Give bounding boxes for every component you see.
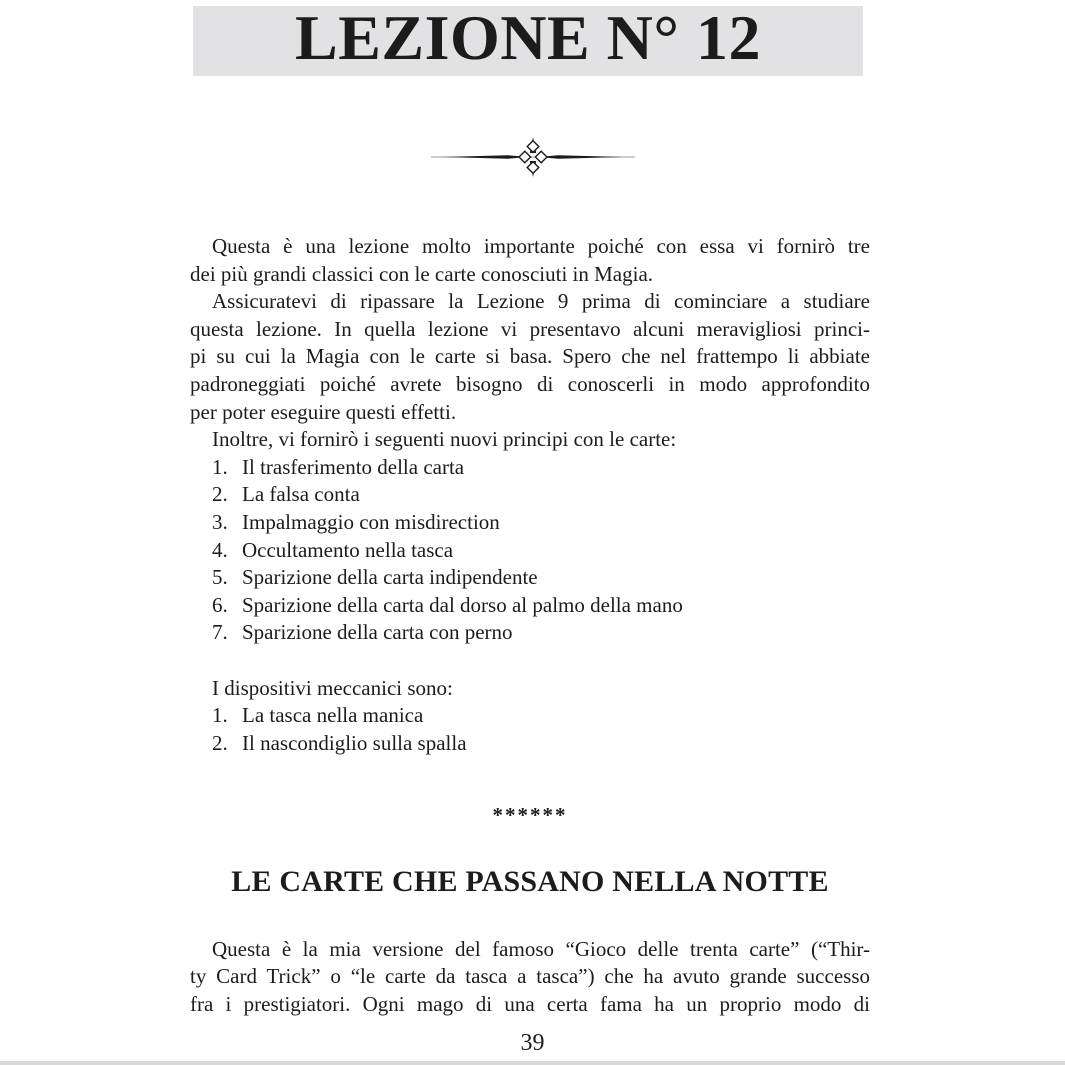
- list-item: [190, 454, 870, 482]
- principles-intro: Inoltre, vi fornirò i seguenti nuovi principi con le carte:: [212, 427, 677, 452]
- lesson-title: LEZIONE N° 12: [295, 2, 761, 73]
- page-bottom-edge: [0, 1061, 1065, 1065]
- list-item-text: La falsa conta: [242, 482, 360, 507]
- list-item: [190, 564, 870, 592]
- list-item: [190, 481, 870, 509]
- list-item-number: 2.: [212, 730, 228, 755]
- list-item-text: Il nascondiglio sulla spalla: [242, 730, 467, 755]
- paragraph-1: [190, 233, 870, 288]
- list-item-number: 5.: [212, 565, 228, 590]
- list-item-number: 3.: [212, 509, 228, 534]
- devices-list: [190, 702, 870, 757]
- devices-intro: I dispositivi meccanici sono:: [212, 675, 453, 700]
- list-item: [190, 730, 870, 758]
- list-item-number: 2.: [212, 482, 228, 507]
- paragraph-line: ty Card Trick” o “le carte da tasca a tasca”) che ha avuto grande successo: [190, 964, 870, 989]
- paragraph-line: fra i prestigiatori. Ogni mago di una certa fama ha un proprio modo di: [190, 992, 870, 1017]
- paragraph-3: [190, 936, 870, 1019]
- list-item: [190, 509, 870, 537]
- lesson-banner: [193, 2, 863, 76]
- section-title: LE CARTE CHE PASSANO NELLA NOTTE: [231, 864, 829, 898]
- list-item-text: Occultamento nella tasca: [242, 537, 454, 562]
- list-item-text: Impalmaggio con misdirection: [242, 509, 500, 534]
- principles-list: [190, 454, 870, 647]
- paragraph-line: Questa è una lezione molto importante poiché con essa vi fornirò tre: [212, 234, 870, 258]
- body-text: [190, 233, 870, 1019]
- list-item: [190, 619, 870, 647]
- paragraph-2: [190, 288, 870, 426]
- paragraph-line: questa lezione. In quella lezione vi presentavo alcuni meravigliosi princi-: [190, 316, 870, 341]
- list-item-text: La tasca nella manica: [242, 703, 424, 728]
- list-item-number: 6.: [212, 592, 228, 617]
- ornamental-divider: [0, 135, 1065, 179]
- list-item-text: Il trasferimento della carta: [242, 454, 465, 479]
- list-item-text: Sparizione della carta dal dorso al palmo della mano: [242, 592, 683, 617]
- list-item: [190, 702, 870, 730]
- list-item-text: Sparizione della carta con perno: [242, 620, 513, 645]
- list-item-number: 7.: [212, 620, 228, 645]
- paragraph-line: dei più grandi classici con le carte conosciuti in Magia.: [190, 261, 654, 286]
- paragraph-line: Questa è la mia versione del famoso “Gioco delle trenta carte” (“Thir-: [212, 936, 870, 961]
- list-item: [190, 537, 870, 565]
- list-item-text: Sparizione della carta indipendente: [242, 565, 538, 590]
- paragraph-line: Assicuratevi di ripassare la Lezione 9 prima di cominciare a studiare: [212, 289, 870, 314]
- list-item: [190, 592, 870, 620]
- list-item-number: 4.: [212, 537, 228, 562]
- diamond-ornament-icon: [428, 135, 638, 179]
- list-item-number: 1.: [212, 454, 228, 479]
- asterisk-separator: ******: [492, 803, 568, 828]
- page-number: 39: [520, 1030, 545, 1056]
- list-item-number: 1.: [212, 703, 228, 728]
- paragraph-line: pi su cui la Magia con le carte si basa. Spero che nel frattempo li abbiate: [190, 344, 870, 369]
- paragraph-line: per poter eseguire questi effetti.: [190, 399, 457, 424]
- paragraph-line: padroneggiati poiché avrete bisogno di conoscerli in modo approfondito: [190, 371, 870, 396]
